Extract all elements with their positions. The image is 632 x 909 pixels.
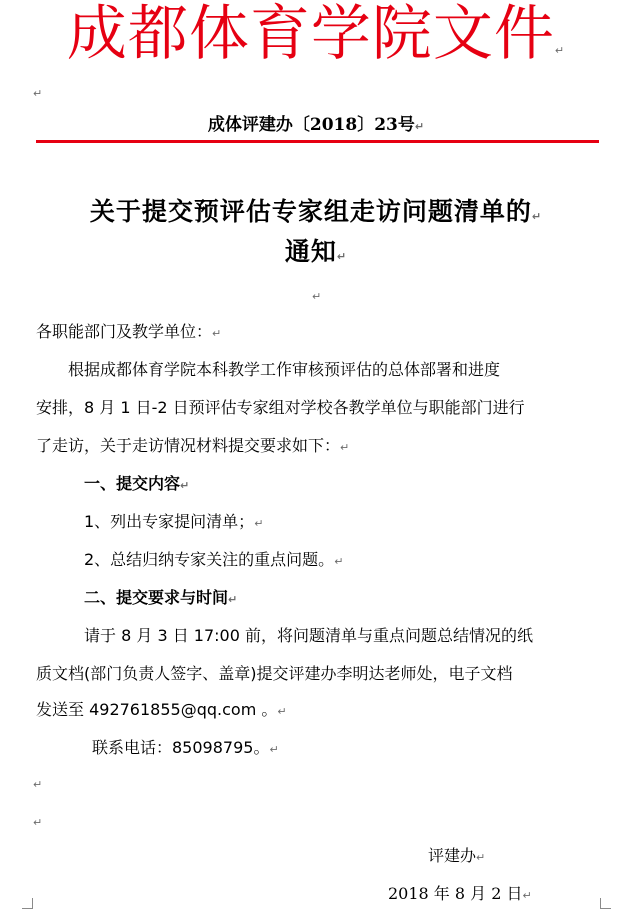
document-number: 成体评建办〔2018〕23号↵	[207, 115, 425, 135]
paragraph-mark: ↵	[33, 816, 43, 829]
signature-office: 评建办↵	[428, 846, 486, 865]
paragraph-mark: ↵	[254, 517, 264, 530]
paragraph-mark: ↵	[212, 327, 222, 340]
paragraph-mark: ↵	[522, 889, 532, 902]
list-item: 1、列出专家提问清单；↵	[84, 512, 264, 531]
paragraph-mark: ↵	[476, 851, 486, 864]
paragraph-1-line-1: 根据成都体育学院本科教学工作审核预评估的总体部署和进度	[68, 360, 501, 379]
section-2-heading: 二、提交要求与时间↵	[84, 588, 238, 607]
list-item: 2、总结归纳专家关注的重点问题。↵	[84, 550, 344, 569]
margin-corner-mark	[22, 898, 33, 909]
paragraph-mark: ↵	[531, 210, 543, 223]
paragraph-mark: ↵	[180, 479, 190, 492]
section-1-heading: 一、提交内容↵	[84, 474, 190, 493]
margin-corner-mark	[600, 898, 611, 909]
paragraph-mark: ↵	[340, 441, 350, 454]
paragraph-mark: ↵	[336, 250, 348, 263]
paragraph-mark: ↵	[312, 290, 322, 303]
signature-date: 2018 年 8 月 2 日↵	[388, 884, 532, 903]
notice-title-line-2: 通知↵	[284, 237, 348, 266]
document-banner: 成都体育学院文件↵	[66, 0, 566, 69]
paragraph-mark: ↵	[554, 44, 566, 57]
salutation: 各职能部门及教学单位：↵	[36, 322, 222, 341]
paragraph-mark: ↵	[334, 555, 344, 568]
paragraph-mark: ↵	[228, 593, 238, 606]
paragraph-1-line-3: 了走访，关于走访情况材料提交要求如下：↵	[36, 436, 350, 455]
paragraph-mark: ↵	[33, 778, 43, 791]
paragraph-2-line-3: 发送至 492761855@qq.com 。↵	[36, 700, 287, 719]
paragraph-2-line-1: 请于 8 月 3 日 17:00 前，将问题清单与重点问题总结情况的纸	[84, 626, 533, 645]
paragraph-mark: ↵	[33, 87, 43, 100]
paragraph-1-line-2: 安排，8 月 1 日-2 日预评估专家组对学校各教学单位与职能部门进行	[36, 398, 525, 417]
paragraph-mark: ↵	[269, 743, 279, 756]
contact-phone: 联系电话：85098795。↵	[92, 738, 279, 757]
red-divider	[36, 140, 599, 143]
paragraph-mark: ↵	[414, 120, 425, 133]
paragraph-2-line-2: 质文档(部门负责人签字、盖章)提交评建办李明达老师处，电子文档	[36, 664, 513, 683]
paragraph-mark: ↵	[277, 705, 287, 718]
notice-title-line-1: 关于提交预评估专家组走访问题清单的↵	[89, 197, 543, 226]
